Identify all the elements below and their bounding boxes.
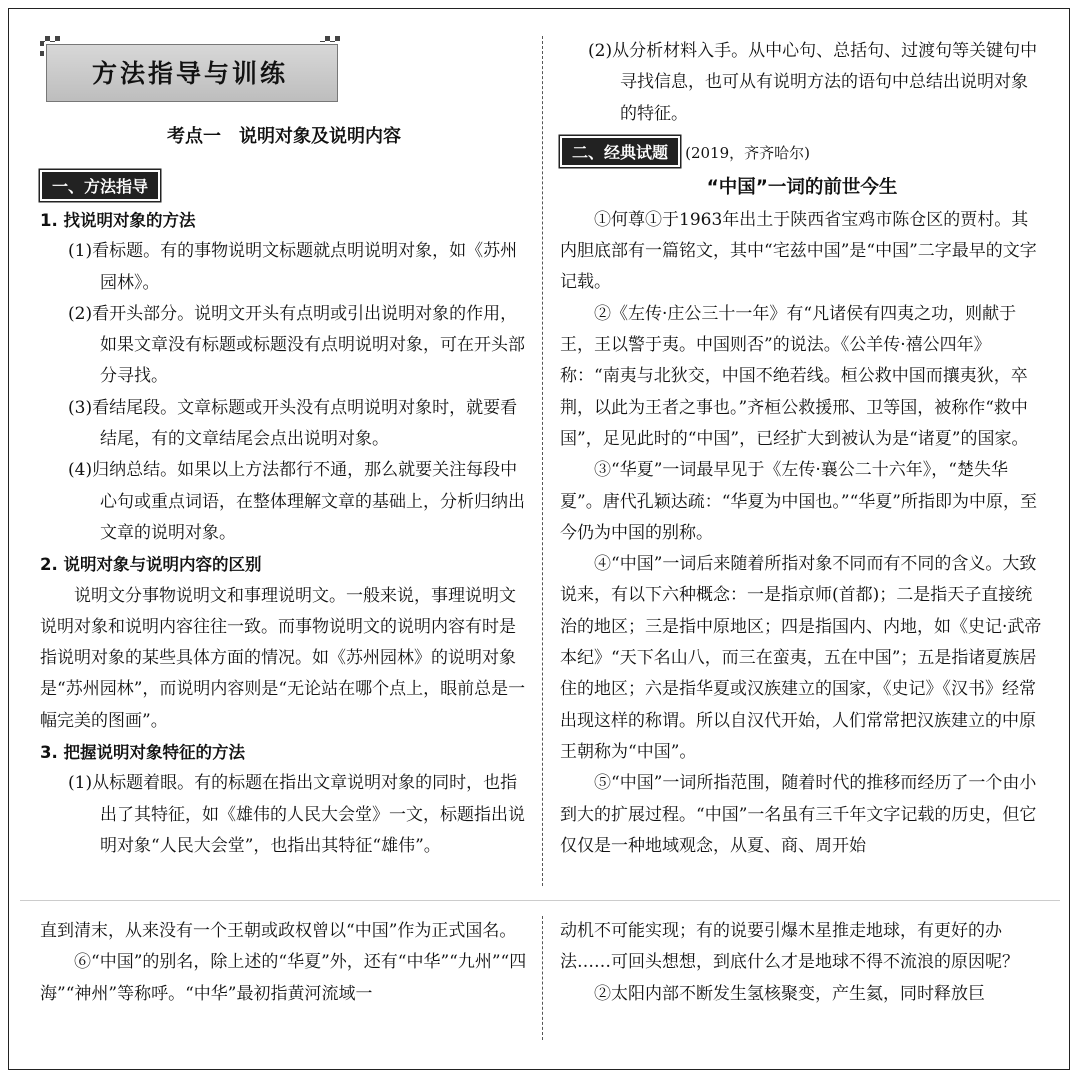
kaodian-title: 考点一 说明对象及说明内容 — [167, 126, 401, 147]
article-paragraph-1: ①何尊①于1963年出土于陕西省宝鸡市陈仓区的贾村。其内胆底部有一篇铭文，其中“宅兹中国”是“中国”二字最早的文字记载。 — [560, 209, 1037, 293]
difference-paragraph: 说明文分事物说明文和事理说明文。一般来说，事理说明文说明对象和说明内容往往一致。而事物说明文的说明内容有时是指说明对象的某些具体方面的情况。如《苏州园林》的说明对象是“苏州园林”，而说明内容则是“无论站在哪个点上，眼前总是一幅完美的图画”。 — [40, 585, 526, 731]
banner-title: 方法指导与训练 — [91, 59, 288, 88]
heading-2: 2. 说明对象与说明内容的区别 — [40, 555, 262, 575]
heading-1: 1. 找说明对象的方法 — [40, 211, 196, 230]
bottom-left-column — [40, 916, 528, 1010]
bottom-right-column — [560, 916, 1044, 1010]
article-title: “中国”一词的前世今生 — [706, 176, 898, 198]
left-column — [40, 36, 528, 862]
feature-item-2: (2)从分析材料入手。从中心句、总括句、过渡句等关键句中寻找信息，也可从有说明方法的语句中总结出说明对象的特征。 — [588, 41, 1038, 124]
classic-exam-tag: 二、经典试题 — [560, 136, 680, 167]
bottom-column-divider — [542, 916, 543, 1040]
section-banner — [40, 36, 340, 102]
exam-year: (2019，齐齐哈尔) — [685, 143, 810, 162]
method-item-3: (3)看结尾段。文章标题或开头没有点明说明对象时，就要看结尾，有的文章结尾会点出说明对象。 — [68, 397, 518, 450]
column-divider — [542, 36, 543, 886]
method-guide-tag: 一、方法指导 — [40, 170, 160, 201]
right-column — [560, 36, 1044, 862]
method-item-2: (2)看开头部分。说明文开头有点明或引出说明对象的作用，如果文章没有标题或标题没有点明说明对象，可在开头部分寻找。 — [68, 303, 525, 387]
bottom-paragraph-3: 动机不可能实现；有的说要引爆木星推走地球，有更好的办法……可回头想想，到底什么才是地球不得不流浪的原因呢？ — [560, 921, 1019, 973]
bottom-paragraph-2: ⑥“中国”的别名，除上述的“华夏”外，还有“中华”“九州”“四海”“神州”等称呼。“中华”最初指黄河流域一 — [40, 952, 527, 1004]
article-paragraph-4: ④“中国”一词后来随着所指对象不同而有不同的含义。大致说来，有以下六种概念：一是指京师(首都)；二是指天子直接统治的地区；三是指中原地区；四是指国内、内地，如《史记·武帝本纪》“天下名山八，而三在蛮夷，五在中国”；五是指诸夏族居住的地区；六是指华夏或汉族建立的国家，《史记》《汉书》经常出现这样的称谓。所以自汉代开始，人们常常把汉族建立的中原王朝称为“中国”。 — [560, 554, 1042, 762]
method-item-1: (1)看标题。有的事物说明文标题就点明说明对象，如《苏州园林》。 — [68, 241, 518, 293]
article-paragraph-3: ③“华夏”一词最早见于《左传·襄公二十六年》，“楚失华夏”。唐代孔颖达疏：“华夏为中国也。”“华夏”所指即为中原，至今仍为中国的别称。 — [560, 460, 1037, 543]
page-break-line — [20, 900, 1060, 901]
method-item-4: (4)归纳总结。如果以上方法都行不通，那么就要关注每段中心句或重点词语，在整体理解文章的基础上，分析归纳出文章的说明对象。 — [68, 460, 525, 543]
bottom-paragraph-4: ②太阳内部不断发生氢核聚变，产生氦，同时释放巨 — [594, 983, 985, 1004]
heading-3: 3. 把握说明对象特征的方法 — [40, 743, 245, 763]
bottom-paragraph-1: 直到清末，从来没有一个王朝或政权曾以“中国”作为正式国名。 — [40, 921, 517, 941]
feature-item-1: (1)从标题着眼。有的标题在指出文章说明对象的同时，也指出了其特征，如《雄伟的人民大会堂》一文，标题指出说明对象“人民大会堂”，也指出其特征“雄伟”。 — [68, 773, 525, 856]
article-paragraph-5: ⑤“中国”一词所指范围，随着时代的推移而经历了一个由小到大的扩展过程。“中国”一名虽有三千年文字记载的历史，但它仅仅是一种地域观念，从夏、商、周开始 — [560, 773, 1037, 856]
article-paragraph-2: ②《左传·庄公三十一年》有“凡诸侯有四夷之功，则献于王，王以警于夷。中国则否”的说法。《公羊传·禧公四年》称：“南夷与北狄交，中国不绝若线。桓公救中国而攘夷狄，卒荆，以此为王者之事也。”齐桓公救援邢、卫等国，被称作“救中国”，足见此时的“中国”，已经扩大到被认为是“诸夏”的国家。 — [560, 303, 1029, 449]
